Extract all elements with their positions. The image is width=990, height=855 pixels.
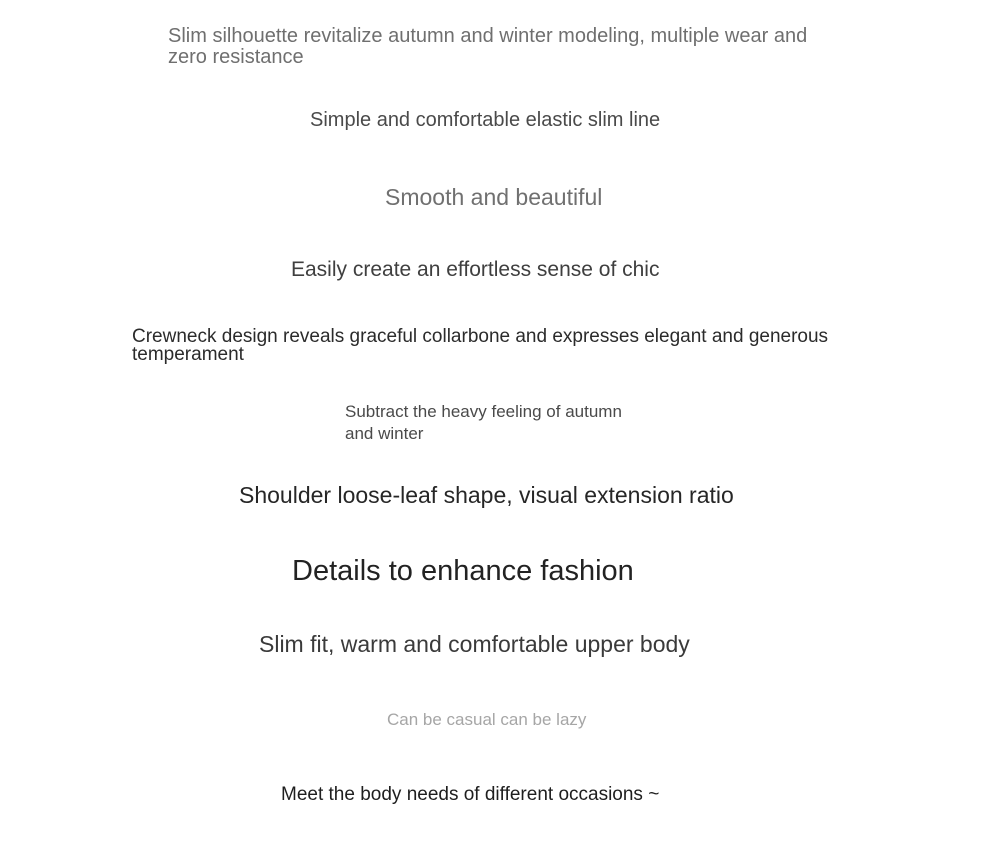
tagline-details-fashion: Details to enhance fashion <box>292 555 634 587</box>
tagline-smooth-beautiful: Smooth and beautiful <box>385 184 603 210</box>
tagline-subtract-heavy-feeling: Subtract the heavy feeling of autumn and winter <box>345 402 622 444</box>
tagline-elastic-slim-line: Simple and comfortable elastic slim line <box>310 109 661 131</box>
tagline-body-needs: Meet the body needs of different occasions ~ <box>281 784 660 805</box>
tagline-casual-lazy: Can be casual can be lazy <box>387 710 587 729</box>
tagline-crewneck-design: Crewneck design reveals graceful collarbone and expresses elegant and generous temperament <box>132 326 829 366</box>
tagline-shoulder-shape: Shoulder loose-leaf shape, visual extension ratio <box>239 482 734 508</box>
tagline-slim-fit-warm: Slim fit, warm and comfortable upper body <box>259 631 690 657</box>
tagline-silhouette: Slim silhouette revitalize autumn and winter modeling, multiple wear and zero resistance <box>168 25 808 68</box>
tagline-effortless-chic: Easily create an effortless sense of chic <box>291 258 660 281</box>
